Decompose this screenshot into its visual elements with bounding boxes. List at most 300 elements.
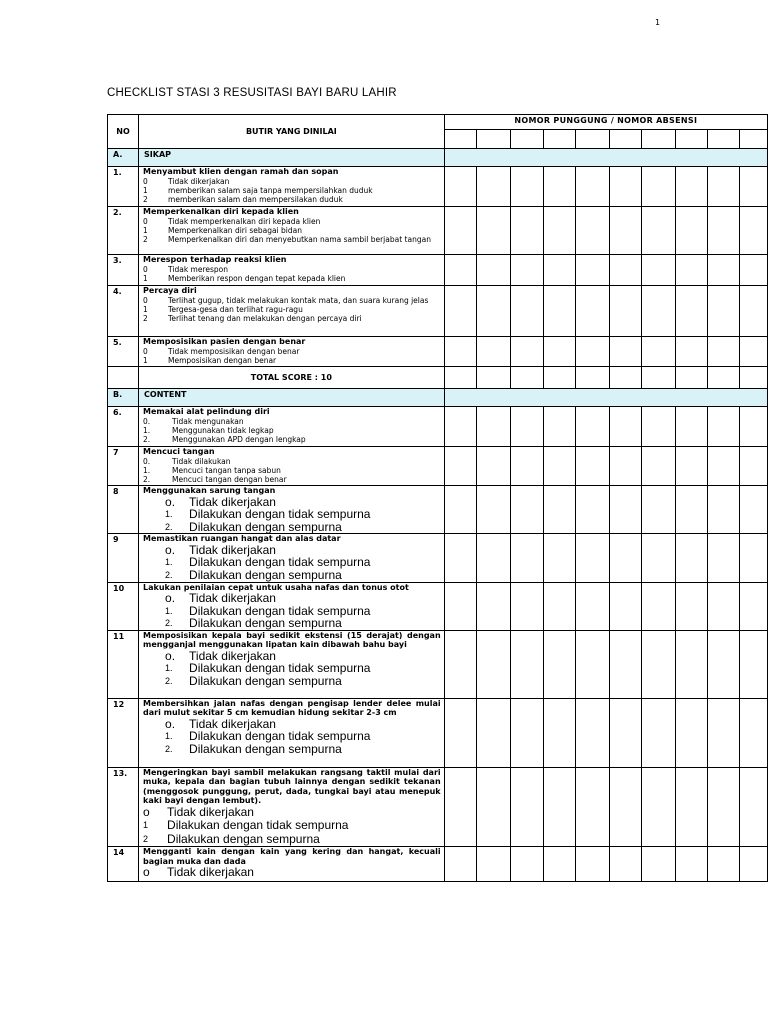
option-score: 1.	[165, 509, 173, 520]
score-cell[interactable]	[642, 534, 676, 582]
score-cell[interactable]	[444, 630, 477, 698]
option-score: 1	[143, 304, 148, 314]
score-cell[interactable]	[477, 130, 511, 149]
score-cell[interactable]	[739, 630, 767, 698]
option-text: Memperkenalkan diri dan menyebutkan nama sambil berjabat tangan	[168, 234, 431, 244]
option-score: o.	[165, 648, 176, 663]
score-cell[interactable]	[477, 767, 511, 847]
score-cell[interactable]	[675, 486, 708, 534]
score-cell[interactable]	[575, 534, 609, 582]
score-cell[interactable]	[477, 847, 511, 882]
score-cell[interactable]	[642, 486, 676, 534]
score-cell[interactable]	[739, 582, 767, 630]
score-option	[143, 466, 441, 475]
score-cell[interactable]	[642, 167, 676, 207]
score-cell[interactable]	[544, 367, 576, 389]
checklist-row	[108, 337, 768, 367]
score-option	[143, 675, 441, 688]
item-number: 5.	[108, 337, 139, 367]
item-title: Menggunakan sarung tangan	[143, 486, 276, 495]
score-cell[interactable]	[444, 767, 477, 847]
score-cell[interactable]	[642, 407, 676, 447]
option-text: Tidak dikerjakan	[167, 865, 254, 880]
item-title: Memposisikan kepala bayi sedikit ekstensi (15 derajat) dengan mengganjal menggunakan lipatan kain dibawah bahu bayi	[143, 630, 441, 650]
item-title: Mengeringkan bayi sambil melakukan rangsang taktil mulai dari muka, kepala dan bagian tubuh lainnya dengan sedikit tekanan (menggosok punggung, perut, dada, tungkai bayi atau menepuk kaki bayi dengan lembut).	[143, 767, 441, 806]
score-cell[interactable]	[544, 486, 576, 534]
score-cell[interactable]	[575, 698, 609, 767]
score-cell[interactable]	[675, 286, 708, 337]
checklist-row	[108, 207, 768, 255]
score-option	[143, 475, 441, 484]
header-no: NO	[108, 115, 139, 149]
option-score: o	[143, 865, 150, 880]
option-text: Dilakukan dengan sempurna	[189, 567, 342, 582]
option-score: 2.	[165, 676, 173, 687]
score-cell[interactable]	[477, 407, 511, 447]
option-text: Tidak dikerjakan	[189, 542, 276, 557]
score-cell[interactable]	[739, 255, 767, 286]
score-cell[interactable]	[544, 337, 576, 367]
option-text: Dilakukan dengan tidak sempurna	[167, 818, 349, 833]
score-cell[interactable]	[444, 367, 477, 389]
score-cell[interactable]	[675, 847, 708, 882]
score-cell[interactable]	[609, 367, 642, 389]
score-cell[interactable]	[675, 337, 708, 367]
option-text: Dilakukan dengan tidak sempurna	[189, 555, 371, 570]
option-score: 1.	[143, 425, 151, 435]
score-cell[interactable]	[609, 407, 642, 447]
score-cell[interactable]	[444, 255, 477, 286]
score-option	[143, 819, 441, 833]
item-title: Mencuci tangan	[143, 447, 215, 456]
section-fill	[444, 149, 767, 167]
score-cell[interactable]	[544, 767, 576, 847]
score-cell[interactable]	[739, 767, 767, 847]
option-text: Tidak memperkenalkan diri kepada klien	[168, 216, 321, 226]
score-cell[interactable]	[544, 698, 576, 767]
option-score: 1.	[143, 465, 151, 475]
score-cell[interactable]	[642, 447, 676, 486]
score-option	[143, 217, 441, 226]
score-cell[interactable]	[510, 698, 544, 767]
option-text: Tidak dikerjakan	[189, 648, 276, 663]
score-option	[143, 347, 441, 356]
option-text: Mencuci tangan dengan benar	[172, 474, 287, 484]
score-cell[interactable]	[510, 534, 544, 582]
score-option	[143, 617, 441, 630]
option-score: o.	[165, 716, 176, 731]
score-cell[interactable]	[675, 207, 708, 255]
score-option	[143, 235, 441, 244]
item-content	[139, 167, 445, 207]
score-cell[interactable]	[708, 367, 740, 389]
checklist-row	[108, 407, 768, 447]
option-text: Dilakukan dengan sempurna	[189, 519, 342, 534]
section-label: CONTENT	[139, 389, 445, 407]
score-cell[interactable]	[609, 698, 642, 767]
score-cell[interactable]	[739, 486, 767, 534]
option-score: 2	[143, 234, 148, 244]
score-cell[interactable]	[675, 767, 708, 847]
option-score: 2.	[165, 618, 173, 629]
item-content	[139, 447, 445, 486]
option-score: 2	[143, 313, 148, 323]
score-cell[interactable]	[642, 255, 676, 286]
score-cell[interactable]	[708, 767, 740, 847]
score-cell[interactable]	[739, 367, 767, 389]
item-content	[139, 255, 445, 286]
item-number: 2.	[108, 207, 139, 255]
score-cell[interactable]	[510, 407, 544, 447]
checklist-row	[108, 534, 768, 582]
score-cell[interactable]	[444, 337, 477, 367]
score-option	[143, 314, 441, 323]
score-cell[interactable]	[642, 367, 676, 389]
total-score: TOTAL SCORE : 10	[139, 367, 445, 389]
score-option	[143, 426, 441, 435]
score-cell[interactable]	[477, 447, 511, 486]
score-cell[interactable]	[575, 767, 609, 847]
score-cell[interactable]	[510, 337, 544, 367]
checklist-row	[108, 486, 768, 534]
score-cell[interactable]	[575, 167, 609, 207]
score-cell[interactable]	[708, 447, 740, 486]
score-cell[interactable]	[477, 337, 511, 367]
score-cell[interactable]	[544, 286, 576, 337]
option-text: Memposisikan dengan benar	[168, 355, 277, 365]
option-text: Tidak memposisikan dengan benar	[168, 346, 300, 356]
header-scores: NOMOR PUNGGUNG / NOMOR ABSENSI	[444, 115, 767, 130]
section-number: B.	[108, 389, 139, 407]
score-cell[interactable]	[510, 367, 544, 389]
score-option	[143, 296, 441, 305]
score-cell[interactable]	[739, 847, 767, 882]
option-score: 1.	[165, 731, 173, 742]
item-content	[139, 767, 445, 847]
checklist-row	[108, 255, 768, 286]
checklist-row	[108, 767, 768, 847]
score-cell[interactable]	[609, 486, 642, 534]
option-score: 0	[143, 176, 148, 186]
score-cell[interactable]	[510, 486, 544, 534]
score-cell[interactable]	[642, 698, 676, 767]
option-text: Dilakukan dengan tidak sempurna	[189, 729, 371, 744]
option-text: Dilakukan dengan sempurna	[189, 674, 342, 689]
score-cell[interactable]	[575, 486, 609, 534]
item-number: 8	[108, 486, 139, 534]
score-cell[interactable]	[675, 407, 708, 447]
score-cell[interactable]	[708, 130, 740, 149]
score-cell[interactable]	[510, 767, 544, 847]
checklist-row	[108, 698, 768, 767]
option-text: Tidak dikerjakan	[189, 494, 276, 509]
option-score: 1	[143, 225, 148, 235]
score-cell[interactable]	[544, 130, 576, 149]
score-option	[143, 806, 441, 820]
option-score: 2.	[165, 744, 173, 755]
score-cell[interactable]	[675, 167, 708, 207]
score-cell[interactable]	[609, 167, 642, 207]
score-cell[interactable]	[642, 130, 676, 149]
score-cell[interactable]	[642, 337, 676, 367]
item-title: Merespon terhadap reaksi klien	[143, 255, 287, 264]
item-number: 9	[108, 534, 139, 582]
option-text: Tergesa-gesa dan terlihat ragu-ragu	[168, 304, 303, 314]
score-cell[interactable]	[575, 255, 609, 286]
score-cell[interactable]	[675, 582, 708, 630]
score-cell[interactable]	[609, 207, 642, 255]
score-cell[interactable]	[575, 337, 609, 367]
score-cell[interactable]	[544, 847, 576, 882]
score-cell[interactable]	[675, 698, 708, 767]
score-cell[interactable]	[708, 630, 740, 698]
score-cell[interactable]	[510, 167, 544, 207]
score-cell[interactable]	[444, 167, 477, 207]
section-row	[108, 389, 768, 407]
option-text: Dilakukan dengan sempurna	[167, 831, 320, 846]
option-score: 0	[143, 295, 148, 305]
score-cell[interactable]	[510, 255, 544, 286]
score-option	[143, 569, 441, 582]
score-cell[interactable]	[510, 130, 544, 149]
option-score: 2	[143, 833, 149, 844]
option-text: Tidak dikerjakan	[168, 176, 230, 186]
option-score: o.	[165, 494, 176, 509]
score-cell[interactable]	[477, 167, 511, 207]
score-cell[interactable]	[477, 698, 511, 767]
checklist-row	[108, 447, 768, 486]
option-score: 1	[143, 273, 148, 283]
score-cell[interactable]	[444, 207, 477, 255]
option-score: 0	[143, 264, 148, 274]
document-title: CHECKLIST STASI 3 RESUSITASI BAYI BARU LAHIR	[107, 87, 397, 99]
score-cell[interactable]	[510, 630, 544, 698]
option-score: 0	[143, 346, 148, 356]
option-text: memberikan salam saja tanpa mempersilahkan duduk	[168, 185, 373, 195]
score-cell[interactable]	[444, 534, 477, 582]
option-text: Memberikan respon dengan tepat kepada klien	[168, 273, 346, 283]
item-number: 14	[108, 847, 139, 882]
score-cell[interactable]	[708, 337, 740, 367]
option-score: 2.	[165, 569, 173, 580]
score-cell[interactable]	[708, 486, 740, 534]
section-number: A.	[108, 149, 139, 167]
item-content	[139, 337, 445, 367]
score-cell[interactable]	[609, 582, 642, 630]
score-option	[143, 195, 441, 204]
score-cell[interactable]	[708, 286, 740, 337]
score-cell[interactable]	[544, 407, 576, 447]
score-cell[interactable]	[444, 130, 477, 149]
header-item: BUTIR YANG DINILAI	[139, 115, 445, 149]
score-cell[interactable]	[510, 447, 544, 486]
option-score: 1	[143, 355, 148, 365]
option-text: Mencuci tangan tanpa sabun	[172, 465, 281, 475]
score-cell[interactable]	[708, 407, 740, 447]
option-text: Tidak mengunakan	[172, 416, 244, 426]
score-option	[143, 743, 441, 756]
option-score: 2.	[165, 521, 173, 532]
score-cell[interactable]	[708, 534, 740, 582]
score-cell[interactable]	[739, 698, 767, 767]
score-cell[interactable]	[739, 534, 767, 582]
score-option	[143, 592, 441, 605]
score-cell[interactable]	[544, 255, 576, 286]
score-cell[interactable]	[444, 582, 477, 630]
score-cell[interactable]	[708, 698, 740, 767]
score-cell[interactable]	[609, 630, 642, 698]
score-option	[143, 356, 441, 365]
score-cell[interactable]	[477, 630, 511, 698]
score-cell[interactable]	[642, 207, 676, 255]
option-score: 2	[143, 194, 148, 204]
checklist-row	[108, 847, 768, 882]
score-cell[interactable]	[575, 286, 609, 337]
score-cell[interactable]	[477, 534, 511, 582]
score-cell[interactable]	[477, 207, 511, 255]
option-text: Menggunakan tidak legkap	[172, 425, 274, 435]
score-cell[interactable]	[675, 367, 708, 389]
score-cell[interactable]	[444, 486, 477, 534]
score-cell[interactable]	[510, 582, 544, 630]
option-score: 1	[143, 820, 149, 831]
score-cell[interactable]	[609, 255, 642, 286]
option-score: 1.	[165, 557, 173, 568]
score-option	[143, 521, 441, 534]
score-cell[interactable]	[739, 286, 767, 337]
option-text: Memperkenalkan diri sebagai bidan	[168, 225, 303, 235]
score-cell[interactable]	[544, 582, 576, 630]
option-text: Dilakukan dengan tidak sempurna	[189, 661, 371, 676]
total-row	[108, 367, 768, 389]
item-content	[139, 847, 445, 882]
score-cell[interactable]	[575, 130, 609, 149]
score-cell[interactable]	[739, 130, 767, 149]
score-cell[interactable]	[708, 255, 740, 286]
score-cell[interactable]	[444, 698, 477, 767]
score-cell[interactable]	[675, 534, 708, 582]
total-blank	[108, 367, 139, 389]
option-score: 0.	[143, 416, 151, 426]
score-cell[interactable]	[575, 630, 609, 698]
score-cell[interactable]	[609, 534, 642, 582]
option-text: Tidak merespon	[168, 264, 229, 274]
score-cell[interactable]	[477, 486, 511, 534]
option-text: Dilakukan dengan tidak sempurna	[189, 507, 371, 522]
score-cell[interactable]	[444, 407, 477, 447]
section-fill	[444, 389, 767, 407]
checklist-row	[108, 286, 768, 337]
score-cell[interactable]	[575, 367, 609, 389]
item-content	[139, 486, 445, 534]
score-cell[interactable]	[575, 582, 609, 630]
score-cell[interactable]	[477, 367, 511, 389]
option-score: o	[143, 804, 150, 819]
score-cell[interactable]	[510, 847, 544, 882]
score-cell[interactable]	[575, 447, 609, 486]
score-cell[interactable]	[575, 207, 609, 255]
item-title: Memastikan ruangan hangat dan alas datar	[143, 534, 341, 544]
score-cell[interactable]	[675, 255, 708, 286]
score-cell[interactable]	[544, 447, 576, 486]
item-number: 3.	[108, 255, 139, 286]
score-cell[interactable]	[739, 207, 767, 255]
score-option	[143, 226, 441, 235]
item-number: 4.	[108, 286, 139, 337]
score-cell[interactable]	[642, 767, 676, 847]
option-text: Terlihat tenang dan melakukan dengan percaya diri	[168, 313, 362, 323]
option-score: 1.	[165, 605, 173, 616]
score-cell[interactable]	[642, 847, 676, 882]
score-cell[interactable]	[708, 167, 740, 207]
option-score: 2.	[143, 434, 151, 444]
score-cell[interactable]	[675, 447, 708, 486]
score-option	[143, 177, 441, 186]
score-cell[interactable]	[609, 286, 642, 337]
score-cell[interactable]	[575, 847, 609, 882]
score-cell[interactable]	[510, 286, 544, 337]
item-title: Mengganti kain dengan kain yang kering dan hangat, kecuali bagian muka dan dada	[143, 847, 441, 866]
item-title: Memposisikan pasien dengan benar	[143, 337, 306, 346]
score-cell[interactable]	[642, 582, 676, 630]
item-content	[139, 207, 445, 255]
score-cell[interactable]	[642, 286, 676, 337]
score-option	[143, 417, 441, 426]
option-score: o.	[165, 542, 176, 557]
item-title: Membersihkan jalan nafas dengan pengisap lender delee mulai dari mulut sekitar 5 cm kemudian hidung sekitar 2-3 cm	[143, 698, 441, 718]
score-cell[interactable]	[477, 286, 511, 337]
score-cell[interactable]	[739, 407, 767, 447]
score-cell[interactable]	[708, 582, 740, 630]
option-score: 1.	[165, 663, 173, 674]
score-cell[interactable]	[642, 630, 676, 698]
item-content	[139, 582, 445, 630]
score-cell[interactable]	[544, 534, 576, 582]
score-cell[interactable]	[675, 130, 708, 149]
score-cell[interactable]	[675, 630, 708, 698]
score-cell[interactable]	[444, 447, 477, 486]
score-cell[interactable]	[477, 582, 511, 630]
option-score: 1	[143, 185, 148, 195]
score-cell[interactable]	[544, 207, 576, 255]
score-cell[interactable]	[609, 337, 642, 367]
item-number: 12	[108, 698, 139, 767]
score-cell[interactable]	[544, 630, 576, 698]
score-cell[interactable]	[510, 207, 544, 255]
score-cell[interactable]	[575, 407, 609, 447]
item-number: 6.	[108, 407, 139, 447]
score-cell[interactable]	[739, 167, 767, 207]
section-label: SIKAP	[139, 149, 445, 167]
score-cell[interactable]	[609, 847, 642, 882]
score-cell[interactable]	[444, 847, 477, 882]
score-option	[143, 274, 441, 283]
score-cell[interactable]	[708, 847, 740, 882]
score-cell[interactable]	[477, 255, 511, 286]
score-cell[interactable]	[544, 167, 576, 207]
score-cell[interactable]	[444, 286, 477, 337]
score-cell[interactable]	[609, 447, 642, 486]
item-content	[139, 534, 445, 582]
score-cell[interactable]	[609, 130, 642, 149]
score-cell[interactable]	[609, 767, 642, 847]
option-text: memberikan salam dan mempersilakan duduk	[168, 194, 343, 204]
score-cell[interactable]	[739, 447, 767, 486]
item-number: 10	[108, 582, 139, 630]
item-title: Percaya diri	[143, 286, 197, 295]
score-cell[interactable]	[708, 207, 740, 255]
score-cell[interactable]	[739, 337, 767, 367]
